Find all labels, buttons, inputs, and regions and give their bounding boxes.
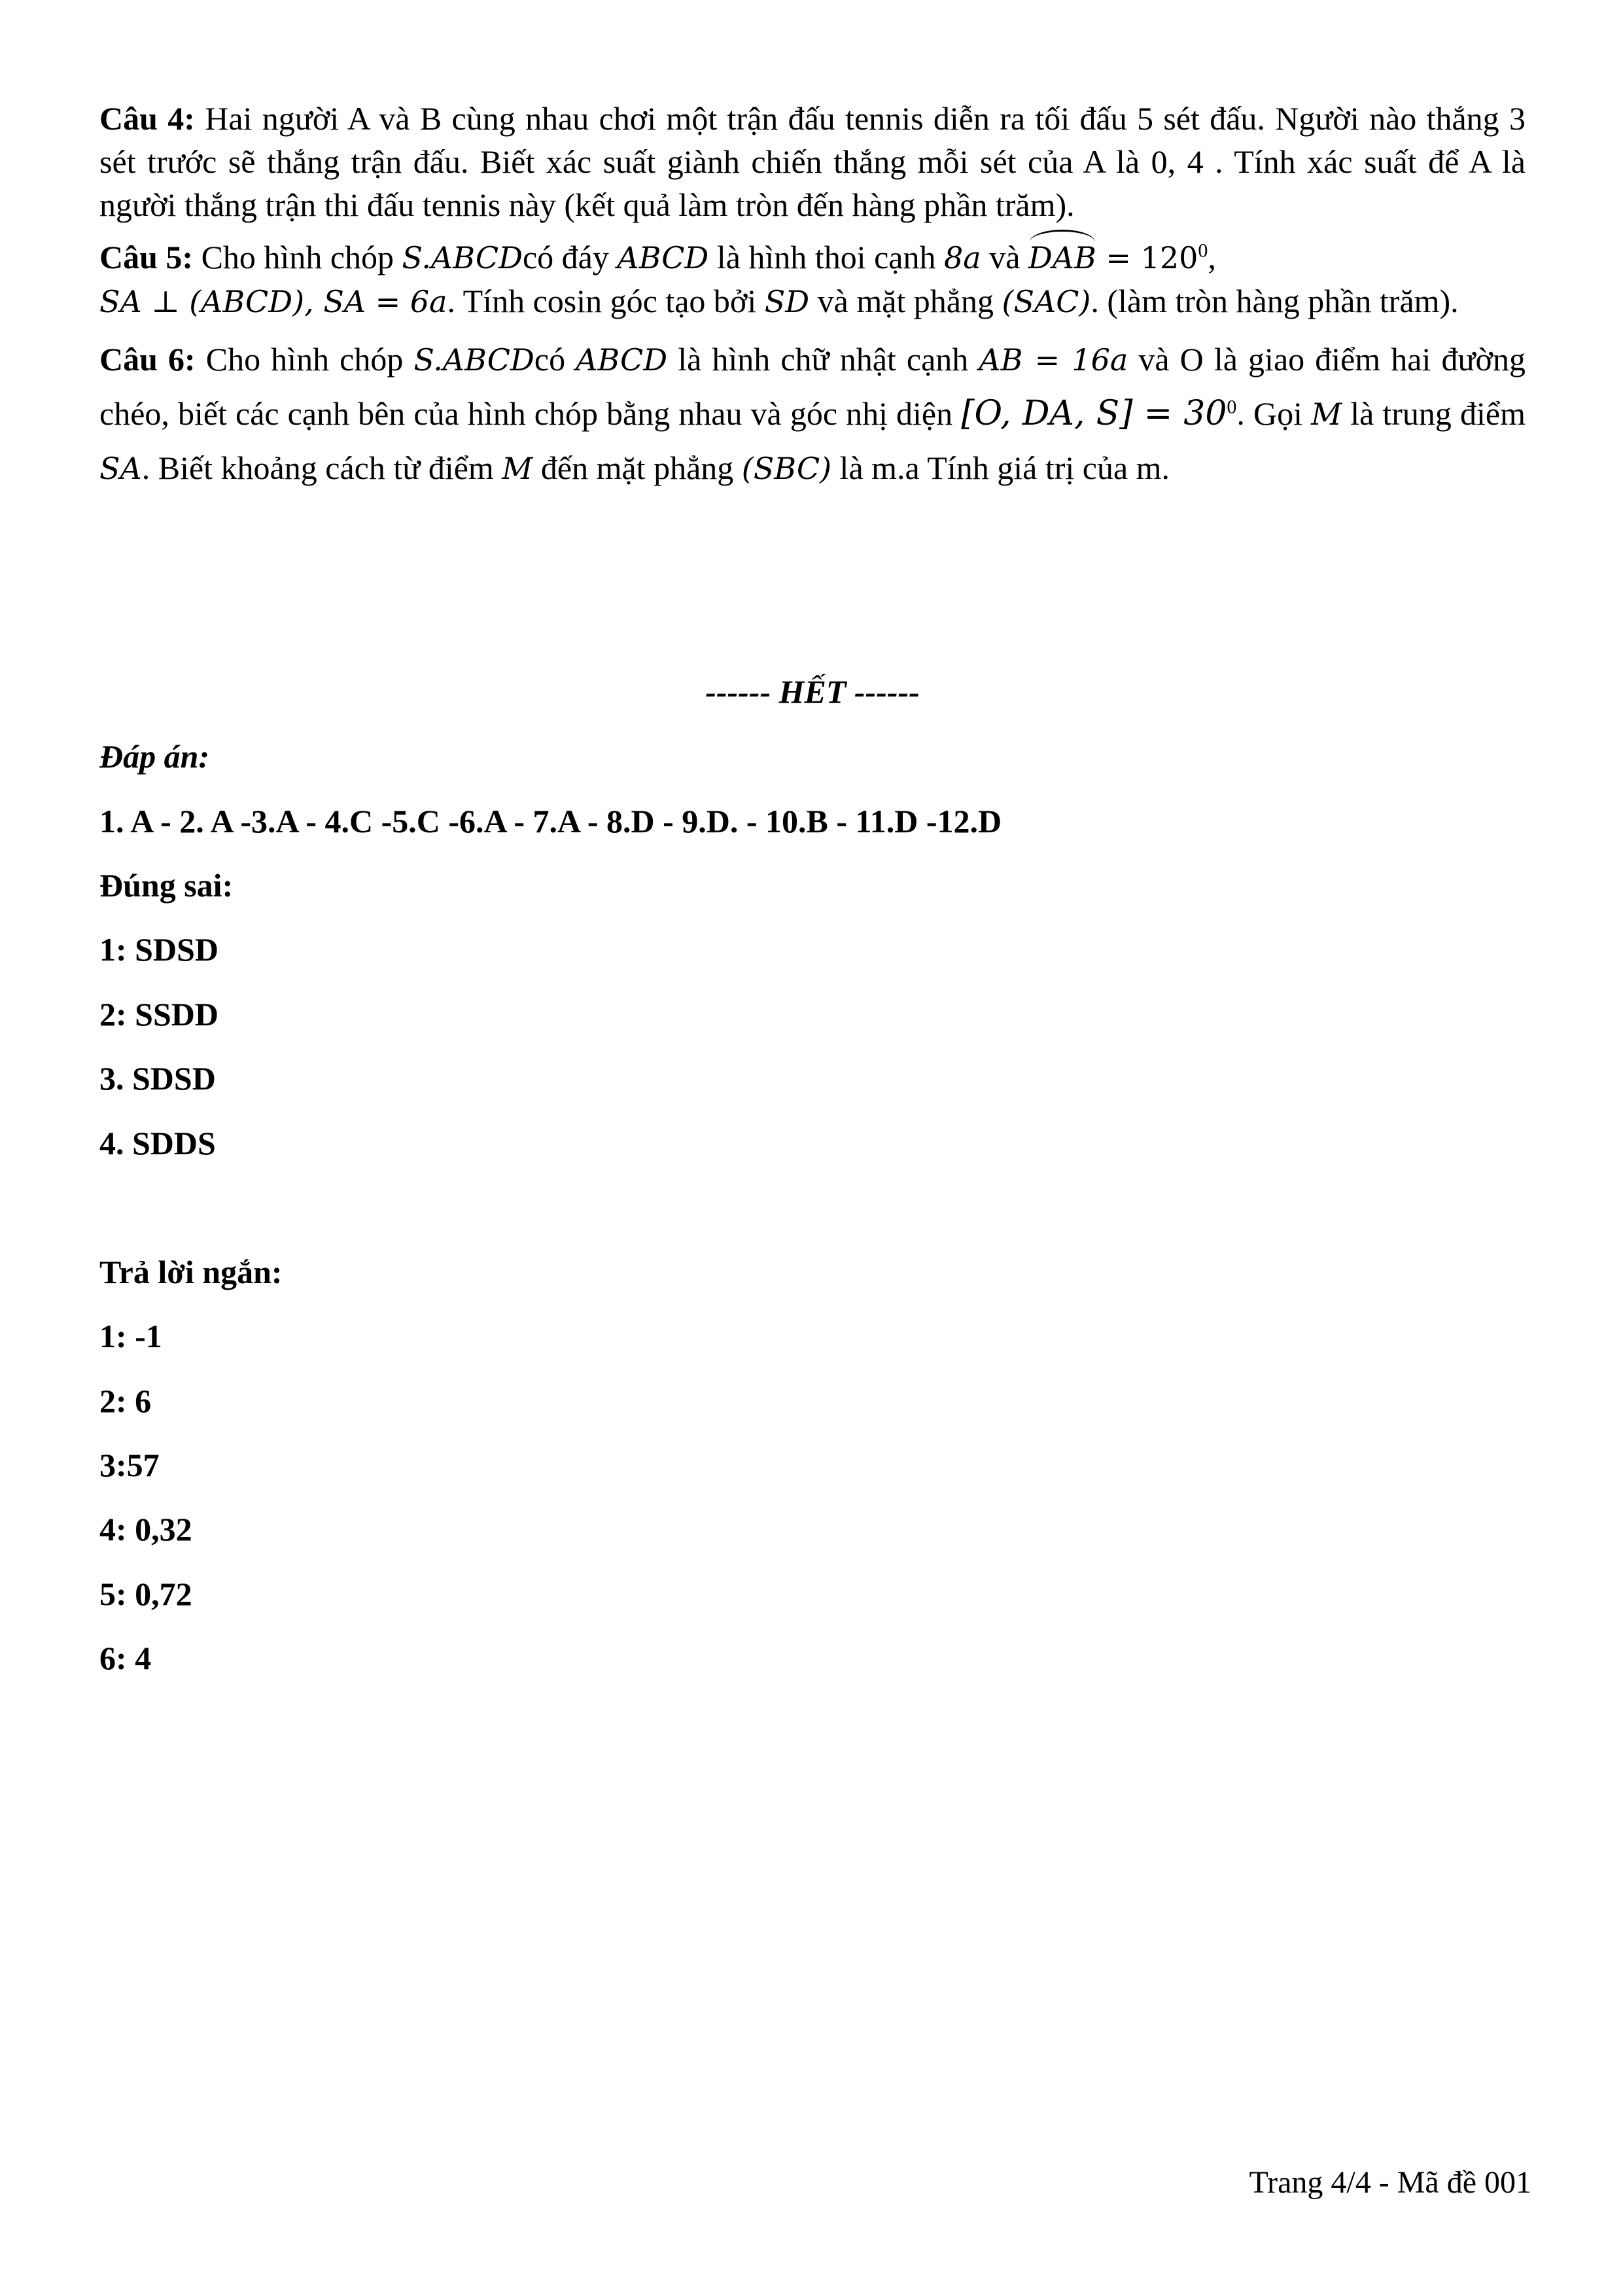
math-segment: SA [99, 451, 142, 486]
question-5-text: . Tính cosin góc tạo bởi [447, 283, 765, 319]
degree-superscript: 0 [1227, 396, 1237, 418]
question-5 [99, 236, 1526, 323]
page-footer: Trang 4/4 - Mã đề 001 [1249, 2165, 1531, 2200]
short-answer: 6: 4 [99, 1640, 152, 1676]
math-angle-value: = 120 [1096, 240, 1198, 275]
question-6-text: là hình chữ nhật cạnh [667, 341, 979, 378]
question-6-text: và O là giao điểm hai đường chéo, biết các cạnh bên của hình chóp bằng nhau và góc nhị diện [99, 341, 1526, 432]
question-6-text: . Gọi [1236, 395, 1312, 432]
question-4-label: Câu 4: [99, 100, 195, 137]
math-pyramid: S.ABCD [402, 240, 523, 275]
question-5-label: Câu 5: [99, 239, 194, 275]
end-marker: ------ HẾT ------ [705, 673, 920, 710]
short-answer: 3:57 [99, 1447, 160, 1483]
true-false-answer: 4. SDDS [99, 1125, 216, 1161]
short-answer: 5: 0,72 [99, 1576, 192, 1612]
answers-heading: Đáp án: [99, 738, 210, 775]
math-angle: DAB [1028, 236, 1096, 279]
short-answer: 1: -1 [99, 1318, 162, 1354]
true-false-answer: 3. SDSD [99, 1060, 216, 1097]
math-plane: (SAC) [1002, 284, 1091, 319]
math-point: M [1311, 397, 1342, 432]
question-6-text: là trung điểm [1342, 395, 1526, 432]
question-5-text: , [1208, 239, 1216, 275]
math-plane: (SBC) [741, 451, 832, 486]
question-6-text: . Biết khoảng cách từ điểm [141, 450, 502, 486]
question-5-text: và mặt phẳng [809, 283, 1002, 319]
math-base: ABCD [617, 240, 709, 275]
short-answer: 2: 6 [99, 1383, 152, 1419]
math-point: M [502, 451, 533, 486]
question-5-text: . (làm tròn hàng phần trăm). [1091, 283, 1459, 319]
degree-superscript: 0 [1198, 239, 1208, 262]
math-dihedral-angle: [O, DA, S] = 30 [961, 394, 1227, 433]
page-content [99, 97, 1526, 1676]
question-5-text: là hình thoi cạnh [708, 239, 944, 275]
true-false-heading: Đúng sai: [99, 867, 234, 904]
question-6-text: có [534, 341, 576, 378]
true-false-answer: 1: SDSD [99, 931, 218, 968]
question-4-text: Hai người A và B cùng nhau chơi một trận đấu tennis diễn ra tối đấu 5 sét đấu. Người nào thắng 3 sét trước sẽ thắng trận đấu. Biết xác suất giành chiến thắng mỗi sét của A là 0, 4 . Tính xác suất để A là người thắng trận thi đấu tennis này (kết quả làm tròn đến hàng phần trăm). [99, 100, 1526, 223]
math-side: AB = 16a [979, 342, 1128, 378]
math-line: SD [764, 284, 810, 319]
question-5-text: có đáy [522, 239, 618, 275]
question-4 [99, 97, 1526, 226]
short-answer-heading: Trả lời ngắn: [99, 1254, 283, 1290]
question-6-label: Câu 6: [99, 341, 196, 378]
math-side: 8a [943, 240, 981, 275]
question-6 [99, 332, 1526, 495]
question-5-text: Cho hình chóp [193, 239, 402, 275]
math-base: ABCD [576, 342, 668, 378]
question-6-text: đến mặt phẳng [532, 450, 742, 486]
question-6-text: là m.a Tính giá trị của m. [831, 450, 1170, 486]
multiple-choice-answers: 1. A - 2. A -3.A - 4.C -5.C -6.A - 7.A - 8.D - 9.D. - 10.B - 11.D -12.D [99, 803, 1002, 839]
true-false-answer: 2: SSDD [99, 996, 218, 1033]
question-6-text: Cho hình chóp [195, 341, 414, 378]
math-pyramid: S.ABCD [413, 342, 534, 378]
short-answer: 4: 0,32 [99, 1511, 192, 1547]
math-condition: SA ⊥ (ABCD), SA = 6a [99, 284, 447, 319]
question-5-text: và [981, 239, 1028, 275]
